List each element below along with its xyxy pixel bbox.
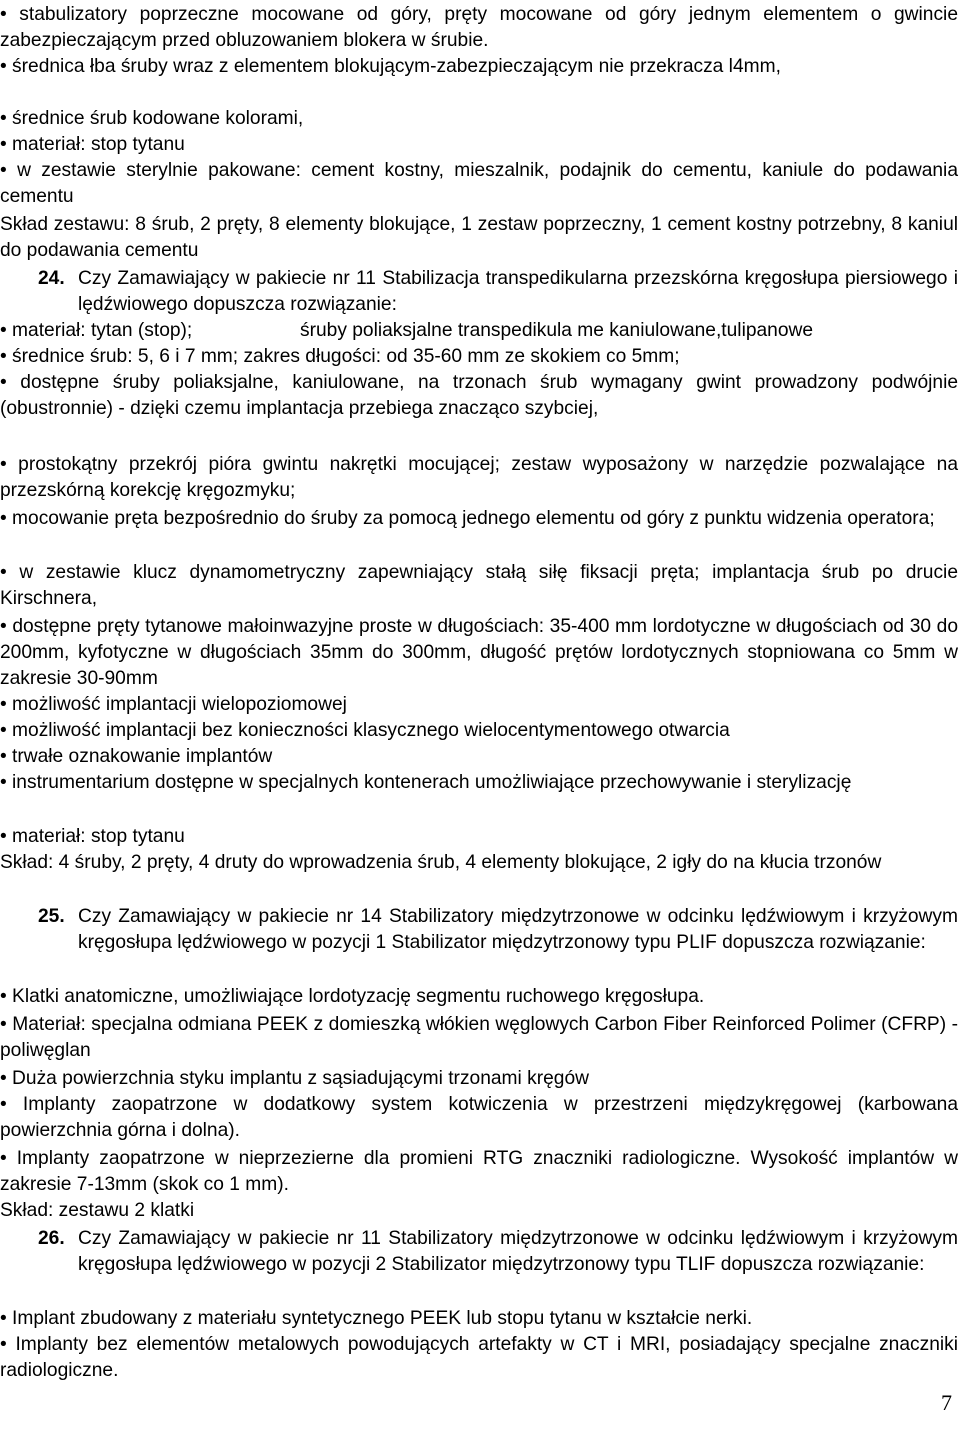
kit-composition: Skład: 4 śruby, 2 pręty, 4 druty do wprowadzenia śrub, 4 elementy blokujące, 2 igły do na kłucia trzonów (0, 852, 882, 873)
list-item: • Implant zbudowany z materiału syntetycznego PEEK lub stopu tytanu w kształcie nerki. (0, 1308, 753, 1329)
question-number: 25. (38, 906, 65, 927)
bullet-color-coding: • średnice śrub kodowane kolorami, (0, 108, 304, 129)
kit-composition: Skład zestawu: 8 śrub, 2 pręty, 8 elementy blokujące, 1 zestaw poprzeczny, 1 cement kostny potrzebny, 8 kaniul do podawania cementu (0, 214, 958, 262)
kit-composition: Skład: zestawu 2 klatki (0, 1200, 195, 1221)
question-text: Czy Zamawiający w pakiecie nr 14 Stabilizatory międzytrzonowe w odcinku lędźwiowym i krzyżowym kręgosłupa lędźwiowego w pozycji 1 Stabilizator międzytrzonowy typu PLIF dopuszcza rozwiązanie: (78, 906, 958, 954)
bullet-screw-head-diameter: • średnica łba śruby wraz z elementem blokującym-zabezpieczającym nie przekracza l4mm, (0, 56, 781, 77)
list-item: • Implanty bez elementów metalowych powodujących artefakty w CT i MRI, posiadający specjalne znaczniki radiologiczne. (0, 1334, 958, 1382)
page-number: 7 (941, 1390, 952, 1415)
list-item: • materiał: stop tytanu (0, 826, 185, 847)
question-number: 24. (38, 268, 65, 289)
question-number: 26. (38, 1228, 65, 1249)
list-item: • Materiał: specjalna odmiana PEEK z domieszką włókien węglowych Carbon Fiber Reinforced Polimer (CFRP) - poliwęglan (0, 1014, 958, 1062)
question-text: Czy Zamawiający w pakiecie nr 11 Stabilizacja transpedikularna przezskórna kręgosłupa piersiowego i lędźwiowego dopuszcza rozwiązanie: (78, 268, 958, 316)
question-24 (38, 266, 958, 318)
list-item: • instrumentarium dostępne w specjalnych kontenerach umożliwiające przechowywanie i sterylizację (0, 772, 852, 793)
list-item: • Implanty zaopatrzone w dodatkowy system kotwiczenia w przestrzeni międzykręgowej (karbowana powierzchnia górna i dolna). (0, 1094, 958, 1142)
bullet-transverse-stabilizers: • stabulizatory poprzeczne mocowane od góry, pręty mocowane od góry jednym elementem o gwincie zabezpieczającym przed obluzowaniem blokera w śrubie. (0, 4, 958, 52)
bullet-material: • materiał: stop tytanu (0, 134, 185, 155)
list-item: • Duża powierzchnia styku implantu z sąsiadującymi trzonami kręgów (0, 1068, 589, 1089)
list-item: • możliwość implantacji bez konieczności klasycznego wielocentymentowego otwarcia (0, 720, 730, 741)
bullet-sterile-kit: • w zestawie sterylnie pakowane: cement kostny, mieszalnik, podajnik do cementu, kaniule do podawania cementu (0, 160, 958, 208)
list-item: • mocowanie pręta bezpośrednio do śruby za pomocą jednego elementu od góry z punktu widzenia operatora; (0, 508, 935, 529)
list-item: • możliwość implantacji wielopoziomowej (0, 694, 347, 715)
list-item: • Klatki anatomiczne, umożliwiające lordotyzację segmentu ruchowego kręgosłupa. (0, 986, 705, 1007)
list-item: • dostępne pręty tytanowe małoinwazyjne proste w długościach: 35-400 mm lordotyczne w długościach od 30 do 200mm, kyfotyczne w długościach 35mm do 300mm, długość prętów lordotycznych stopniowana co 5mm w zakresie 30-90mm (0, 616, 958, 690)
question-25 (38, 904, 958, 956)
list-item: • Implanty zaopatrzone w nieprzezierne dla promieni RTG znaczniki radiologiczne. Wysokość implantów w zakresie 7-13mm (skok co 1 mm). (0, 1148, 958, 1196)
list-item: • prostokątny przekrój pióra gwintu nakrętki mocującej; zestaw wyposażony w narzędzie pozwalające na przezskórną korekcję kręgozmyku; (0, 454, 958, 502)
list-item: • w zestawie klucz dynamometryczny zapewniający stałą siłę fiksacji pręta; implantacja śrub po drucie Kirschnera, (0, 562, 958, 610)
question-26 (38, 1226, 958, 1278)
list-item: • dostępne śruby poliaksjalne, kaniulowane, na trzonach śrub wymagany gwint prowadzony podwójnie (obustronnie) - dzięki czemu implantacja przebiega znacząco szybciej, (0, 372, 958, 420)
list-item: • materiał: tytan (stop); śruby poliaksjalne transpedikula me kaniulowane,tulipanowe (0, 320, 814, 341)
list-item: • średnice śrub: 5, 6 i 7 mm; zakres długości: od 35-60 mm ze skokiem co 5mm; (0, 346, 680, 367)
question-text: Czy Zamawiający w pakiecie nr 11 Stabilizatory międzytrzonowe w odcinku lędźwiowym i krzyżowym kręgosłupa lędźwiowego w pozycji 2 Stabilizator międzytrzonowy typu TLIF dopuszcza rozwiązanie: (78, 1228, 958, 1276)
list-item: • trwałe oznakowanie implantów (0, 746, 273, 767)
